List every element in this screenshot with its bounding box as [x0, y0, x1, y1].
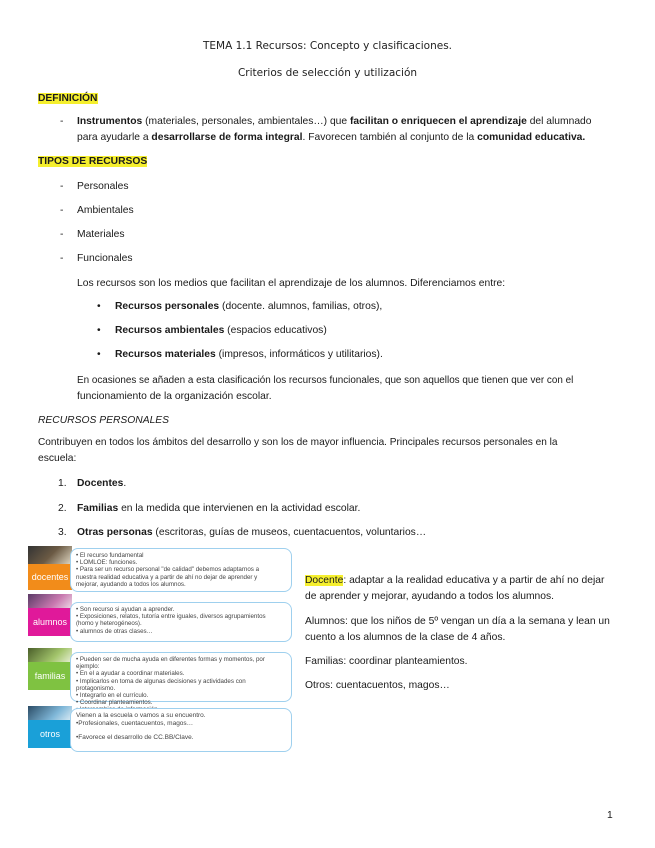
term-instrumentos: Instrumentos: [77, 116, 143, 127]
recursos-personales-graphic: [28, 546, 294, 756]
familias-arrow: [28, 662, 72, 690]
list-item-docentes: [77, 476, 126, 492]
otros-line: Vienen a la escuela o vamos a su encuentro.: [76, 712, 206, 719]
tipos-extra-paragraph: [77, 373, 622, 405]
tipos-heading: [38, 154, 147, 170]
list-number: 2.: [58, 503, 67, 514]
note-docente-2: de aprender y mejorar, ayudando a todos los alumnos.: [305, 591, 554, 602]
bullet-bold: Recursos materiales: [115, 349, 216, 360]
list-bold: Docentes: [77, 478, 124, 489]
extra-line-1: En ocasiones se añaden a esta clasificación los recursos funcionales, que son aquellos que tienen que ver con el: [77, 375, 574, 386]
alumnos-box: [70, 602, 292, 642]
familias-line: • Integrarlo en el currículo.: [76, 692, 149, 700]
list-bold: Otras personas: [77, 527, 153, 538]
list-item-otras: [77, 525, 426, 541]
definicion-heading-text: DEFINICIÓN: [38, 93, 98, 104]
personales-heading: RECURSOS PERSONALES: [38, 415, 170, 426]
term-facilitan: facilitan o enriquecen el aprendizaje: [350, 116, 527, 127]
bullet-recursos-materiales: [115, 347, 383, 363]
otros-line: •Profesionales, cuentacuentos, magos…: [76, 720, 194, 727]
otros-label: otros: [39, 729, 60, 739]
bullet-dot: •: [97, 325, 101, 336]
list-item-familias: [77, 501, 360, 517]
bullet-recursos-ambientales: [115, 323, 327, 339]
note-otros: Otros: cuentacuentos, magos…: [305, 680, 450, 691]
note-alumnos-1: Alumnos: que los niños de 5º vengan un día a la semana y lean un: [305, 616, 610, 627]
bullet-rest: (docente. alumnos, familias, otros),: [219, 301, 383, 312]
docentes-line: nuestra realidad educativa y a partir de ahí no dejar de aprender y: [76, 573, 258, 581]
bullet-bold: Recursos personales: [115, 301, 220, 312]
alumnos-line: (homo y heterogéneos).: [76, 620, 142, 628]
dash: -: [60, 181, 64, 192]
title-line-1: TEMA 1.1 Recursos: Concepto y clasificaciones.: [202, 40, 453, 52]
familias-line: • En el a ayudar a coordinar materiales.: [76, 670, 185, 678]
tipo-item: Materiales: [77, 229, 125, 240]
term-comunidad: comunidad educativa.: [477, 132, 586, 143]
familias-label: familias: [34, 671, 66, 681]
bullet-recursos-personales: [115, 299, 382, 315]
otros-box: [70, 708, 292, 752]
docentes-line: • LOMLOE: funciones.: [76, 559, 138, 567]
list-rest: (escritoras, guías de museos, cuentacuentos, voluntarios…: [152, 527, 427, 538]
title-line-2: Criterios de selección y utilización: [237, 67, 418, 79]
alumnos-line: • Son recurso si ayudan a aprender.: [76, 606, 175, 613]
tipo-item: Personales: [77, 181, 129, 192]
otros-arrow: [28, 720, 72, 748]
note-alumnos-2: cuento a los alumnos de la clase de 4 años.: [305, 632, 506, 643]
list-rest: .: [123, 478, 127, 489]
doc-subtitle: [0, 67, 655, 79]
extra-line-2: funcionamiento de la organización escolar.: [77, 391, 272, 402]
def-text-3: para ayudarle a: [77, 132, 152, 143]
familias-box: [70, 652, 292, 707]
bullet-rest: (impresos, informáticos y utilitarios).: [215, 349, 383, 360]
dash: -: [60, 205, 64, 216]
familias-line: • Coordinar planteamientos.: [76, 699, 153, 707]
def-text-2: del alumnado: [526, 116, 592, 127]
docentes-box: [70, 548, 292, 592]
list-number: 1.: [58, 478, 67, 489]
list-number: 3.: [58, 527, 67, 538]
alumnos-arrow: [28, 608, 72, 636]
tipos-intro: Los recursos son los medios que facilitan el aprendizaje de los alumnos. Diferenciamos entre:: [77, 278, 506, 289]
def-text-4: . Favorecen también al conjunto de la: [302, 132, 478, 143]
alumnos-line: • alumnos de otras clases…: [76, 627, 153, 635]
docente-highlight: Docente: [305, 575, 344, 586]
personales-paragraph: [38, 435, 623, 467]
docentes-line: • Para ser un recurso personal "de calidad" debemos adaptarnos a: [76, 566, 260, 574]
dash: -: [60, 253, 64, 264]
doc-title: [0, 40, 655, 52]
tipos-heading-text: TIPOS DE RECURSOS: [38, 156, 148, 167]
personales-line-1: Contribuyen en todos los ámbitos del desarrollo y son los de mayor influencia. Principales recursos personales en la: [38, 437, 558, 448]
definicion-paragraph: [77, 114, 622, 146]
note-docente: [305, 573, 604, 589]
docentes-line: mejorar, ayudando a todos los alumnos.: [76, 580, 186, 588]
dash: -: [60, 229, 64, 240]
bullet-dot: •: [97, 301, 101, 312]
familias-line: • Implicarlos en toma de algunas decisiones y actividades con protagonismo.: [76, 677, 246, 692]
alumnos-label: alumnos: [32, 617, 68, 627]
page-number: 1: [607, 810, 613, 821]
familias-line: • Pueden ser de mucha ayuda en diferentes formas y momentos, por ejemplo:: [76, 656, 265, 671]
dash: -: [60, 116, 64, 127]
bullet-rest: (espacios educativos): [224, 325, 327, 336]
tipo-item: Ambientales: [77, 205, 134, 216]
alumnos-line: • Exposiciones, relatos, tutoría entre iguales, diversos agrupamientos: [76, 613, 266, 621]
otros-line: •Favorece el desarrollo de CC.BB/Clave.: [76, 734, 194, 741]
bullet-dot: •: [97, 349, 101, 360]
definicion-heading: [38, 91, 98, 107]
docente-rest: : adaptar a la realidad educativa y a partir de ahí no dejar: [343, 575, 605, 586]
def-text-1: (materiales, personales, ambientales…) que: [142, 116, 350, 127]
docentes-arrow: [28, 564, 72, 590]
crayon-photo: [28, 546, 72, 566]
bullet-bold: Recursos ambientales: [115, 325, 225, 336]
personales-line-2: escuela:: [38, 453, 77, 464]
list-rest: en la medida que intervienen en la actividad escolar.: [118, 503, 361, 514]
docentes-line: • El recurso fundamental: [76, 552, 144, 559]
docentes-label: docentes: [31, 572, 69, 582]
list-bold: Familias: [77, 503, 119, 514]
term-desarrollarse: desarrollarse de forma integral: [151, 132, 303, 143]
note-familias: Familias: coordinar planteamientos.: [305, 656, 468, 667]
tipo-item: Funcionales: [77, 253, 133, 264]
